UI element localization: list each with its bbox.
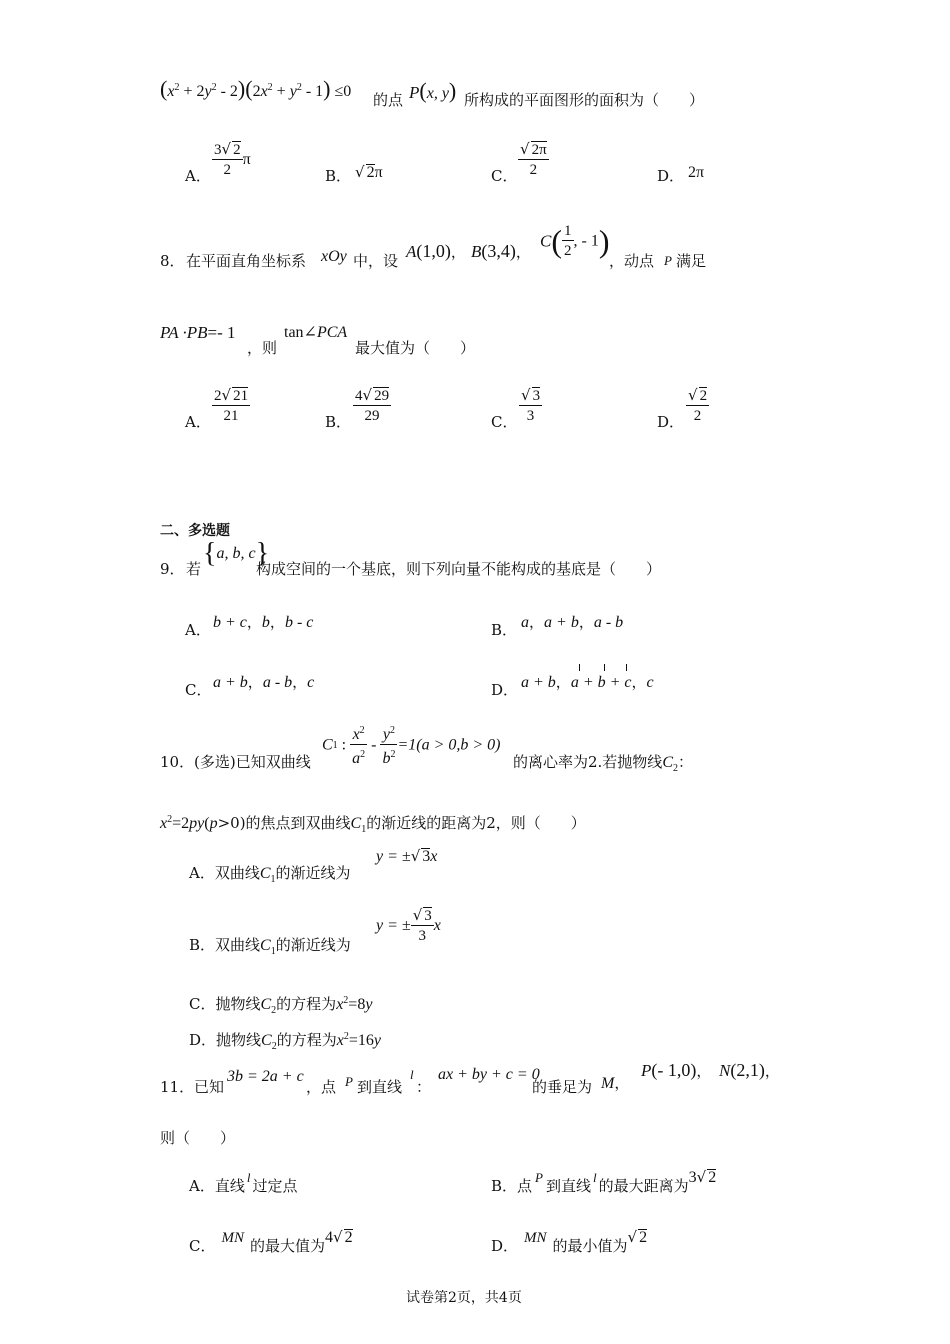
q9-option-c-value[interactable]: a + b，a - b，c xyxy=(213,673,315,691)
q8-text4: 满足 xyxy=(676,252,707,270)
q8-text6: 最大值为（ ） xyxy=(355,339,476,357)
q11-option-c[interactable]: C． MN 的最大值为4√ 2 xyxy=(189,1228,353,1255)
q11-point-p: P xyxy=(345,1074,353,1089)
q8-option-c-label[interactable]: C． xyxy=(491,413,518,431)
q11-line-equation: ax + by + c = 0 xyxy=(438,1066,540,1083)
q9-option-a-value[interactable]: b + c，b，b - c xyxy=(213,613,314,631)
q11-option-a[interactable]: A．直线 l 过定点 xyxy=(189,1170,298,1195)
section-title-multiple-choice: 二、多选题 xyxy=(160,523,230,539)
q7-option-b-label[interactable]: B． xyxy=(325,167,352,185)
q7-option-c-value[interactable]: $\frac{√ 2\pi}{2}$ xyxy=(520,140,547,178)
q8-number: 8． xyxy=(160,252,185,270)
q9-option-d-value[interactable]: a + b，a + b + c，c xyxy=(521,673,654,691)
q9-option-c-label[interactable]: C． xyxy=(185,681,212,699)
q11-point-p-coord: P(- 1,0)， xyxy=(641,1060,712,1080)
q10-option-a-expr[interactable]: y = ±√ 3x xyxy=(376,847,438,865)
q8-option-d-value[interactable]: $\frac{√ 2}{2}$ xyxy=(688,386,708,424)
q9-text1: 若 xyxy=(186,560,202,578)
q9-option-a-label[interactable]: A． xyxy=(185,621,211,639)
q10-text2: 的离心率为2.若抛物线$C_2$： xyxy=(513,753,693,774)
q8-text3: ，动点 xyxy=(609,252,655,270)
q9-vector-mark xyxy=(579,664,580,671)
q11-point-n-coord: N(2,1)， xyxy=(719,1060,780,1080)
q7-condition-line: $(x^2 + 2y^2 - 2)(2x^2 + y^2 - 1) \le 0$ xyxy=(160,76,352,101)
q10-line2: $x^2=2py(p>0)$的焦点到双曲线$C_1$的渐近线的距离为2，则（ ） xyxy=(160,814,586,835)
q11-option-b[interactable]: B．点 P 到直线 l 的最大距离为3√ 2 xyxy=(491,1168,717,1195)
q11-text1: 已知 xyxy=(194,1078,225,1096)
q8-xoy: xOy xyxy=(321,248,347,265)
q8-option-b-label[interactable]: B． xyxy=(325,413,352,431)
q7-point-p: P(x, y) xyxy=(409,78,457,103)
q10-option-d[interactable]: D．抛物线$C_2$的方程为$x^2=16y$ xyxy=(189,1031,381,1052)
q8-point-c: C( $\frac{1}{2}$ , - 1) xyxy=(540,223,610,259)
q11-text2: ，点 xyxy=(306,1078,337,1096)
q10-option-b[interactable]: B．双曲线$C_1$的渐近线为 xyxy=(189,936,351,957)
q11-text4: 的垂足为 xyxy=(532,1078,593,1096)
q10-number: 10． xyxy=(160,753,195,771)
q8-tan-pca: tan∠PCA xyxy=(284,324,348,341)
q10-text1: (多选)已知双曲线 xyxy=(194,753,311,771)
q11-condition: 3b = 2a + c xyxy=(227,1068,304,1085)
q9-text2: 构成空间的一个基底，则下列向量不能构成的基底是（ ） xyxy=(256,560,662,578)
q7-option-a-label[interactable]: A． xyxy=(185,167,211,185)
q11-then: 则（ ） xyxy=(160,1129,236,1147)
q8-option-a-label[interactable]: A． xyxy=(185,413,211,431)
q8-text5: ，则 xyxy=(247,339,278,357)
q7-option-d-label[interactable]: D． xyxy=(657,167,685,185)
q8-point-p: P xyxy=(664,253,672,268)
q10-option-b-expr[interactable]: y = ± $\frac{√ 3}{3}$ x xyxy=(376,906,441,944)
q9-option-b-value[interactable]: a，a + b，a - b xyxy=(521,613,624,631)
q7-option-c-label[interactable]: C． xyxy=(491,167,518,185)
q7-option-b-value[interactable]: √ 2π xyxy=(355,163,383,181)
q8-point-a: A(1,0)， xyxy=(406,241,466,261)
q10-option-a[interactable]: A．双曲线$C_1$的渐近线为 xyxy=(189,864,351,885)
q11-number: 11． xyxy=(160,1078,195,1096)
q9-vector-mark xyxy=(604,664,605,671)
q11-text3: 到直线 xyxy=(357,1078,403,1096)
page-footer: 试卷第2页，共4页 xyxy=(406,1290,522,1306)
q9-option-b-label[interactable]: B． xyxy=(491,621,518,639)
q10-hyperbola-equation: C1 : $\frac{x^2}{a^2}$ - $\frac{y^2}{b^2}$ =1(a > 0,b > 0) xyxy=(322,722,501,769)
q8-condition: PA ·PB=- 1 xyxy=(160,323,236,342)
q7-option-d-value[interactable]: 2π xyxy=(688,164,705,181)
q7-option-a-value[interactable]: $\frac{3√ 2}{2}$ π xyxy=(214,140,251,178)
q7-text-dian: 的点 xyxy=(373,91,404,109)
q9-number: 9． xyxy=(160,560,185,578)
q7-text-area: 所构成的平面图形的面积为（ ） xyxy=(464,91,705,109)
q8-text1: 在平面直角坐标系 xyxy=(186,252,307,270)
q8-option-a-value[interactable]: $\frac{2√ 21}{21}$ xyxy=(214,386,249,424)
q8-point-b: B(3,4)， xyxy=(471,241,531,261)
q9-vector-mark xyxy=(626,664,627,671)
q11-option-d[interactable]: D． MN 的最小值为√ 2 xyxy=(491,1228,648,1255)
q9-basis: {a, b, c} xyxy=(203,538,270,569)
q11-line-colon: ： xyxy=(416,1078,432,1096)
q8-option-b-value[interactable]: $\frac{4√ 29}{29}$ xyxy=(355,386,390,424)
q9-option-d-label[interactable]: D． xyxy=(491,681,519,699)
q8-option-c-value[interactable]: $\frac{√ 3}{3}$ xyxy=(521,386,541,424)
q10-option-c[interactable]: C．抛物线$C_2$的方程为$x^2=8y$ xyxy=(189,995,373,1016)
q11-point-m: M， xyxy=(601,1074,630,1092)
q8-option-d-label[interactable]: D． xyxy=(657,413,685,431)
q11-line-l: l xyxy=(410,1067,414,1082)
q8-text2: 中，设 xyxy=(353,252,399,270)
